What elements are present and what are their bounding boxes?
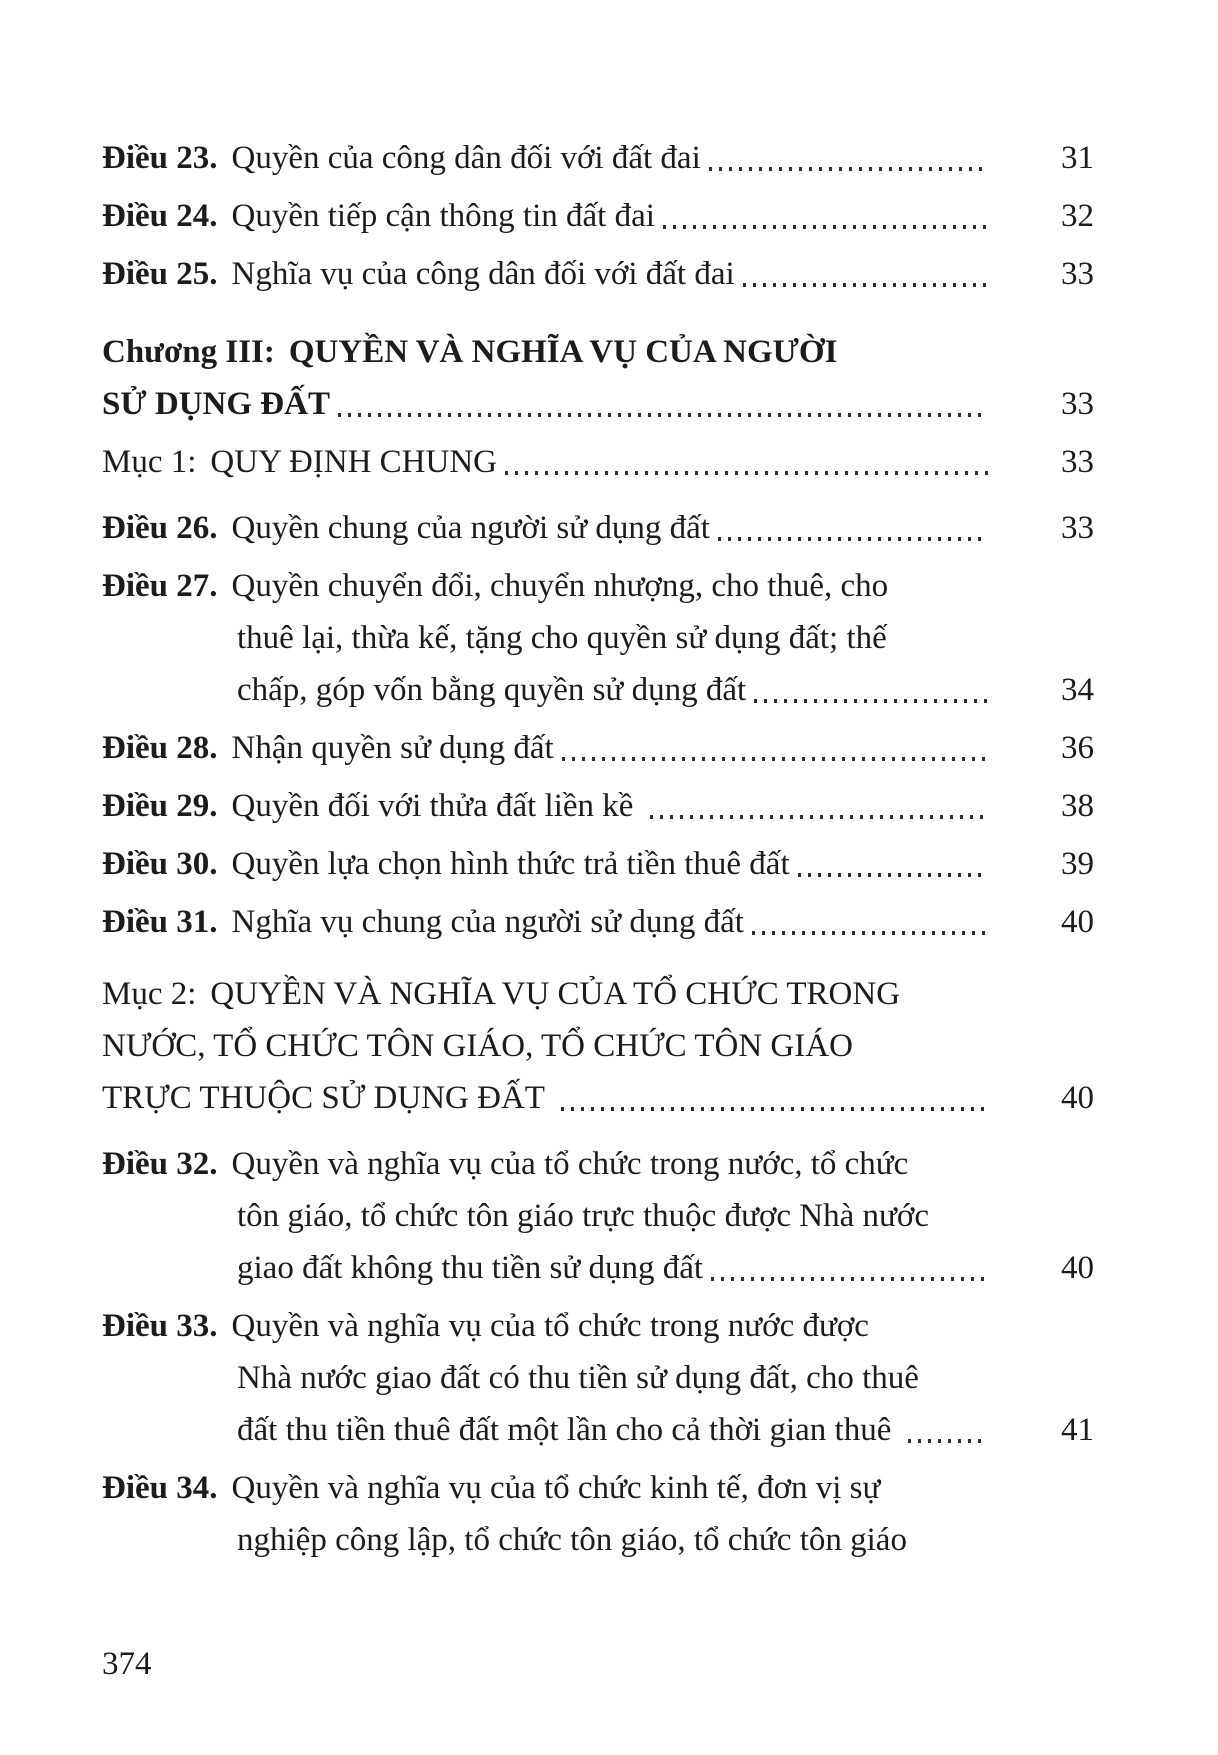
toc-entry-line xyxy=(102,664,1094,716)
dot-leader xyxy=(752,931,988,935)
toc-entry-line xyxy=(102,132,1094,184)
entry-title-text: thuê lại, thừa kế, tặng cho quyền sử dụng đất; thế xyxy=(237,620,887,656)
toc-entry xyxy=(102,1462,1094,1566)
toc-entry xyxy=(102,248,1094,300)
toc-entry-line xyxy=(102,1514,1094,1566)
toc-entry-line xyxy=(102,1072,1094,1124)
entry-title-text: QUYỀN VÀ NGHĨA VỤ CỦA TỔ CHỨC TRONG xyxy=(210,976,901,1012)
entry-page-number: 34 xyxy=(1061,672,1094,708)
dot-leader xyxy=(663,225,988,229)
entry-title-text: đất thu tiền thuê đất một lần cho cả thời gian thuê xyxy=(237,1412,900,1448)
entry-title-text: Quyền lựa chọn hình thức trả tiền thuê đất xyxy=(231,846,790,882)
entry-label: Điều 23. xyxy=(102,140,218,176)
entry-title-text: Quyền đối với thửa đất liền kề xyxy=(231,788,642,824)
entry-page-number: 33 xyxy=(1061,444,1094,480)
dot-leader xyxy=(561,1107,988,1111)
dot-leader xyxy=(908,1439,988,1443)
page-number-footer: 374 xyxy=(102,1646,152,1682)
entry-title-text: Quyền tiếp cận thông tin đất đai xyxy=(231,198,655,234)
dot-leader xyxy=(798,873,988,877)
toc-entry-line xyxy=(102,1242,1094,1294)
entry-title-text: chấp, góp vốn bằng quyền sử dụng đất xyxy=(237,672,747,708)
entry-title-text: Quyền chuyển đổi, chuyển nhượng, cho thuê, cho xyxy=(231,568,889,604)
toc-entry-line xyxy=(102,780,1094,832)
entry-label: Điều 24. xyxy=(102,198,218,234)
toc-entry xyxy=(102,190,1094,242)
toc-entry xyxy=(102,722,1094,774)
toc-entry xyxy=(102,436,1094,488)
toc-entry-line xyxy=(102,1190,1094,1242)
entry-title-text: Quyền và nghĩa vụ của tổ chức kinh tế, đơn vị sự xyxy=(231,1470,881,1506)
toc-entry-line xyxy=(102,1352,1094,1404)
entry-page-number: 32 xyxy=(1061,198,1094,234)
toc-entry-line xyxy=(102,1404,1094,1456)
toc-entry xyxy=(102,132,1094,184)
toc-entry-line xyxy=(102,190,1094,242)
dot-leader xyxy=(709,167,988,171)
toc-entry-line xyxy=(102,1020,1094,1072)
toc-entry-line xyxy=(102,1138,1094,1190)
entry-title-text: Quyền và nghĩa vụ của tổ chức trong nước được xyxy=(231,1308,869,1344)
entry-title-text: SỬ DỤNG ĐẤT xyxy=(102,386,330,422)
dot-leader xyxy=(650,815,988,819)
entry-title-text: Nhà nước giao đất có thu tiền sử dụng đất, cho thuê xyxy=(237,1360,919,1396)
entry-page-number: 33 xyxy=(1061,256,1094,292)
entry-page-number: 31 xyxy=(1061,140,1094,176)
toc-entry-line xyxy=(102,560,1094,612)
toc-entry xyxy=(102,502,1094,554)
dot-leader xyxy=(718,537,988,541)
entry-label: Điều 33. xyxy=(102,1308,218,1344)
entry-page-number: 41 xyxy=(1061,1412,1094,1448)
dot-leader xyxy=(743,283,988,287)
toc-entry-line xyxy=(102,1300,1094,1352)
toc-entry xyxy=(102,1138,1094,1294)
entry-label: Mục 1: xyxy=(102,444,197,480)
toc-entry xyxy=(102,1300,1094,1456)
entry-page-number: 33 xyxy=(1061,510,1094,546)
entry-page-number: 36 xyxy=(1061,730,1094,766)
toc-entry xyxy=(102,326,1094,430)
toc-entry-line xyxy=(102,968,1094,1020)
entry-label: Điều 29. xyxy=(102,788,218,824)
toc-entry-line xyxy=(102,612,1094,664)
entry-label: Điều 27. xyxy=(102,568,218,604)
entry-title-text: Nghĩa vụ của công dân đối với đất đai xyxy=(231,256,735,292)
entry-label: Điều 32. xyxy=(102,1146,218,1182)
dot-leader xyxy=(711,1277,988,1281)
toc-entry-line xyxy=(102,436,1094,488)
entry-title-text: Nhận quyền sử dụng đất xyxy=(231,730,554,766)
toc-entry-line xyxy=(102,838,1094,890)
entry-label: Điều 30. xyxy=(102,846,218,882)
entry-title-text: Quyền và nghĩa vụ của tổ chức trong nước, tổ chức xyxy=(231,1146,909,1182)
entry-page-number: 40 xyxy=(1061,904,1094,940)
entry-page-number: 40 xyxy=(1061,1080,1094,1116)
toc-entry-line xyxy=(102,896,1094,948)
toc-entry-line xyxy=(102,378,1094,430)
toc-entry-line xyxy=(102,1462,1094,1514)
entry-title-text: Quyền của công dân đối với đất đai xyxy=(231,140,701,176)
toc-entry-line xyxy=(102,502,1094,554)
entry-label: Điều 26. xyxy=(102,510,218,546)
table-of-contents xyxy=(102,132,1094,1572)
toc-entry xyxy=(102,896,1094,948)
entry-page-number: 39 xyxy=(1061,846,1094,882)
toc-entry-line xyxy=(102,326,1094,378)
toc-entry-line xyxy=(102,722,1094,774)
dot-leader xyxy=(338,413,988,417)
entry-label: Điều 28. xyxy=(102,730,218,766)
entry-title-text: TRỰC THUỘC SỬ DỤNG ĐẤT xyxy=(102,1080,553,1116)
toc-entry xyxy=(102,780,1094,832)
entry-title-text: nghiệp công lập, tổ chức tôn giáo, tổ chức tôn giáo xyxy=(237,1522,907,1558)
dot-leader xyxy=(505,471,988,475)
toc-entry xyxy=(102,560,1094,716)
dot-leader xyxy=(754,699,988,703)
entry-title-text: giao đất không thu tiền sử dụng đất xyxy=(237,1250,704,1286)
entry-title-text: tôn giáo, tổ chức tôn giáo trực thuộc được Nhà nước xyxy=(237,1198,930,1234)
dot-leader xyxy=(562,757,988,761)
entry-page-number: 40 xyxy=(1061,1250,1094,1286)
toc-entry-line xyxy=(102,248,1094,300)
entry-page-number: 33 xyxy=(1061,386,1094,422)
entry-label: Chương III: xyxy=(102,334,275,370)
entry-title-text: QUY ĐỊNH CHUNG xyxy=(210,444,498,480)
toc-entry xyxy=(102,968,1094,1124)
entry-title-text: Quyền chung của người sử dụng đất xyxy=(231,510,710,546)
entry-label: Điều 25. xyxy=(102,256,218,292)
entry-page-number: 38 xyxy=(1061,788,1094,824)
entry-label: Mục 2: xyxy=(102,976,197,1012)
entry-label: Điều 34. xyxy=(102,1470,218,1506)
entry-title-text: Nghĩa vụ chung của người sử dụng đất xyxy=(231,904,744,940)
entry-title-text: QUYỀN VÀ NGHĨA VỤ CỦA NGƯỜI xyxy=(288,334,838,370)
entry-title-text: NƯỚC, TỔ CHỨC TÔN GIÁO, TỔ CHỨC TÔN GIÁO xyxy=(102,1028,853,1064)
entry-label: Điều 31. xyxy=(102,904,218,940)
toc-entry xyxy=(102,838,1094,890)
